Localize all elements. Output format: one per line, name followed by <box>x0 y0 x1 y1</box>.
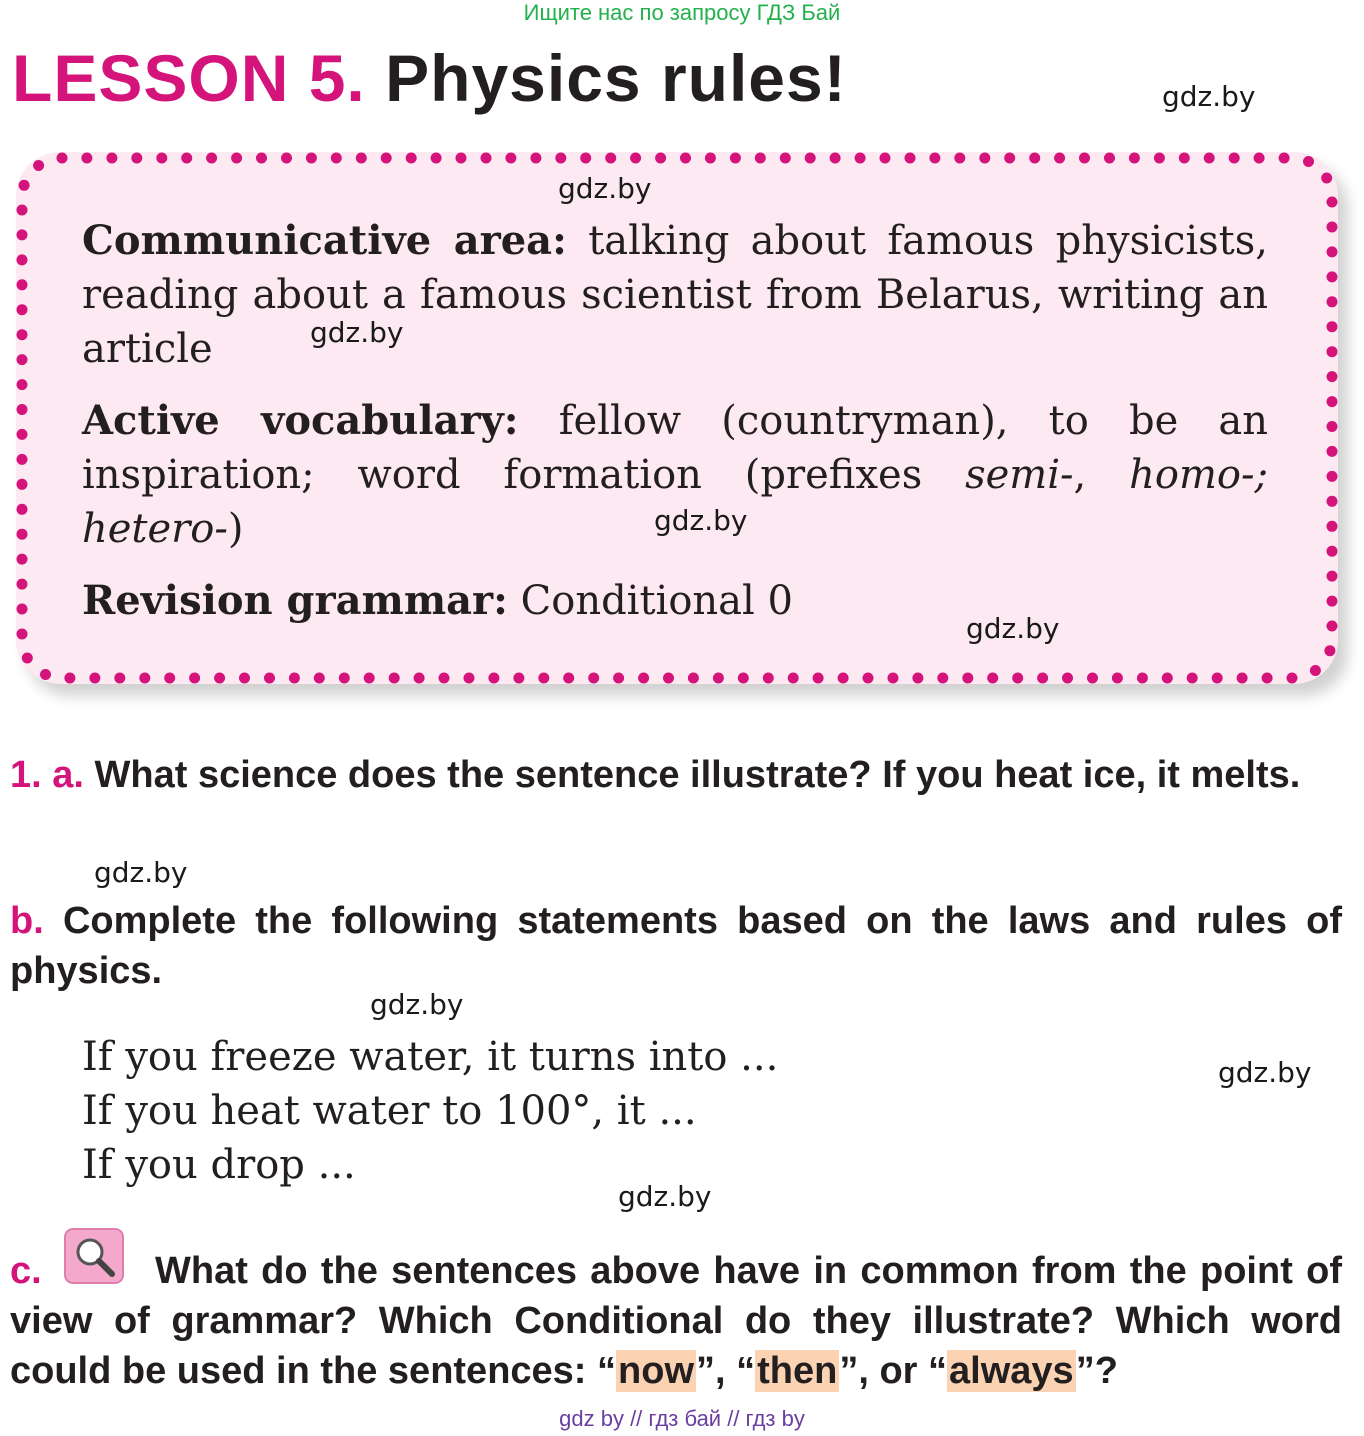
border-dot <box>1310 665 1321 676</box>
border-dot <box>954 153 965 164</box>
border-dot <box>281 153 292 164</box>
border-dot <box>1187 673 1198 684</box>
border-dot <box>306 153 317 164</box>
border-dot <box>937 673 948 684</box>
statement-2: If you heat water to 100°, it ... <box>82 1088 697 1134</box>
border-dot <box>705 153 716 164</box>
border-dot <box>1212 673 1223 684</box>
border-dot <box>57 153 68 164</box>
border-dot <box>563 673 574 684</box>
border-dot <box>580 153 591 164</box>
border-dot <box>855 153 866 164</box>
border-dot <box>89 673 100 684</box>
communicative-text: talking about famous physicists, reading about a famous scientist from Belarus, writing an article <box>82 218 1269 372</box>
border-dot <box>1037 673 1048 684</box>
border-dot <box>17 479 28 490</box>
vocab-hetero: hetero- <box>82 506 228 552</box>
border-dot <box>1054 153 1065 164</box>
search-banner: Ищите нас по запросу ГДЗ Бай <box>523 0 841 25</box>
border-dot <box>17 429 28 440</box>
task-1c <box>10 1246 1342 1396</box>
border-dot <box>381 153 392 164</box>
border-dot <box>780 153 791 164</box>
border-dot <box>912 673 923 684</box>
lesson-title <box>12 40 847 116</box>
border-dot <box>505 153 516 164</box>
vocab-label: Active vocabulary: <box>82 397 519 444</box>
border-dot <box>19 180 30 191</box>
sep-2: ”, or “ <box>839 1350 948 1392</box>
border-dot <box>256 153 267 164</box>
border-dot <box>33 160 44 171</box>
border-dot <box>805 153 816 164</box>
border-dot <box>630 153 641 164</box>
border-dot <box>962 673 973 684</box>
border-dot <box>464 673 475 684</box>
border-dot <box>17 254 28 265</box>
border-dot <box>1287 673 1298 684</box>
task-1b-text: Complete the following statements based on the laws and rules of physics. <box>10 900 1342 992</box>
vocab-text: fellow (countryman), to be an inspiration; word formation (prefixes <box>82 398 1268 498</box>
border-dot <box>1029 153 1040 164</box>
grammar-label: Revision grammar: <box>82 577 508 624</box>
border-dot <box>1327 296 1338 307</box>
border-dot <box>17 454 28 465</box>
border-dot <box>17 579 28 590</box>
border-dot <box>730 153 741 164</box>
communicative-area <box>82 214 1268 376</box>
watermark: gdz.by <box>310 316 404 349</box>
border-dot <box>1004 153 1015 164</box>
border-dot <box>431 153 442 164</box>
border-dot <box>813 673 824 684</box>
border-dot <box>1327 521 1338 532</box>
border-dot <box>1321 173 1332 184</box>
border-dot <box>838 673 849 684</box>
border-dot <box>264 673 275 684</box>
border-dot <box>17 529 28 540</box>
border-dot <box>1079 153 1090 164</box>
border-dot <box>1254 153 1265 164</box>
border-dot <box>538 673 549 684</box>
communicative-label: Communicative area: <box>82 217 567 264</box>
border-dot <box>830 153 841 164</box>
border-dot <box>1262 673 1273 684</box>
border-dot <box>1303 156 1314 167</box>
border-dot <box>439 673 450 684</box>
task-1c-label: c. <box>10 1250 42 1292</box>
border-dot <box>655 153 666 164</box>
border-dot <box>1237 673 1248 684</box>
border-dot <box>40 669 51 680</box>
border-dot <box>1327 471 1338 482</box>
watermark: gdz.by <box>370 988 464 1021</box>
border-dot <box>755 153 766 164</box>
border-dot <box>17 604 28 615</box>
border-dot <box>513 673 524 684</box>
border-dot <box>456 153 467 164</box>
border-dot <box>1327 396 1338 407</box>
border-dot <box>206 153 217 164</box>
border-dot <box>181 153 192 164</box>
border-dot <box>738 673 749 684</box>
border-dot <box>905 153 916 164</box>
vocab-homo: homo-; <box>1129 452 1268 498</box>
task-1b-label: b. <box>10 900 44 942</box>
task-1c-end: ”? <box>1075 1350 1118 1392</box>
border-dot <box>1327 346 1338 357</box>
border-dot <box>406 153 417 164</box>
border-dot <box>131 153 142 164</box>
border-dot <box>1327 571 1338 582</box>
border-dot <box>1327 222 1338 233</box>
border-dot <box>314 673 325 684</box>
border-dot <box>1327 621 1338 632</box>
border-dot <box>1204 153 1215 164</box>
border-dot <box>1137 673 1148 684</box>
watermark: gdz.by <box>966 612 1060 645</box>
border-dot <box>979 153 990 164</box>
watermark: gdz.by <box>618 1180 712 1213</box>
border-dot <box>488 673 499 684</box>
border-dot <box>1012 673 1023 684</box>
border-dot <box>414 673 425 684</box>
statement-3: If you drop ... <box>82 1142 356 1188</box>
border-dot <box>1104 153 1115 164</box>
border-dot <box>1327 197 1338 208</box>
border-dot <box>106 153 117 164</box>
border-dot <box>231 153 242 164</box>
border-dot <box>331 153 342 164</box>
word-now: now <box>618 1350 694 1392</box>
watermark: gdz.by <box>94 856 188 889</box>
border-dot <box>17 404 28 415</box>
border-dot <box>530 153 541 164</box>
border-dot <box>17 504 28 515</box>
border-dot <box>17 554 28 565</box>
footer-links: gdz by // гдз бай // гдз by <box>559 1406 805 1431</box>
lesson-name: Physics rules! <box>385 41 847 115</box>
border-dot <box>1154 153 1165 164</box>
border-dot <box>588 673 599 684</box>
border-dot <box>239 673 250 684</box>
border-dot <box>788 673 799 684</box>
sep-1: ”, “ <box>696 1350 756 1392</box>
border-dot <box>1179 153 1190 164</box>
vocab-semi: semi- <box>965 452 1074 498</box>
border-dot <box>481 153 492 164</box>
word-then: then <box>757 1350 838 1392</box>
word-always: always <box>949 1350 1074 1392</box>
border-dot <box>17 205 28 216</box>
border-dot <box>863 673 874 684</box>
border-dot <box>22 653 33 664</box>
border-dot <box>17 354 28 365</box>
border-dot <box>339 673 350 684</box>
border-dot <box>1112 673 1123 684</box>
lesson-number: LESSON 5. <box>12 41 366 115</box>
watermark: gdz.by <box>1218 1056 1312 1089</box>
border-dot <box>139 673 150 684</box>
vocab-close: ) <box>227 506 244 552</box>
border-dot <box>1087 673 1098 684</box>
border-dot <box>663 673 674 684</box>
border-dot <box>189 673 200 684</box>
watermark: gdz.by <box>1162 80 1256 113</box>
border-dot <box>987 673 998 684</box>
task-1c-text: What do the sentences above have in common from the point of view of grammar? Which Conditional do they illustrate? Which word could be used in the sentences: “ <box>10 1250 1343 1392</box>
border-dot <box>1279 153 1290 164</box>
border-dot <box>17 379 28 390</box>
border-dot <box>1324 645 1335 656</box>
border-dot <box>929 153 940 164</box>
watermark: gdz.by <box>558 172 652 205</box>
border-dot <box>1229 153 1240 164</box>
border-dot <box>364 673 375 684</box>
border-dot <box>638 673 649 684</box>
border-dot <box>17 329 28 340</box>
border-dot <box>1327 596 1338 607</box>
border-dot <box>164 673 175 684</box>
border-dot <box>214 673 225 684</box>
border-dot <box>688 673 699 684</box>
border-dot <box>81 153 92 164</box>
task-1b <box>10 896 1342 996</box>
border-dot <box>356 153 367 164</box>
border-dot <box>17 229 28 240</box>
border-dot <box>64 673 75 684</box>
border-dot <box>1327 271 1338 282</box>
revision-grammar <box>82 574 1268 628</box>
active-vocabulary: Active vocabulary: fellow (countryman), to be an inspiration; word formation (prefixes semi-, homo-; hetero-) <box>82 397 1268 552</box>
border-dot <box>1062 673 1073 684</box>
border-dot <box>389 673 400 684</box>
border-dot <box>605 153 616 164</box>
border-dot <box>1327 371 1338 382</box>
border-dot <box>1327 496 1338 507</box>
task-1a-label: 1. a. <box>10 754 84 796</box>
border-dot <box>17 629 28 640</box>
border-dot <box>888 673 899 684</box>
border-dot <box>763 673 774 684</box>
watermark: gdz.by <box>654 504 748 537</box>
border-dot <box>713 673 724 684</box>
statement-1: If you freeze water, it turns into ... <box>82 1034 779 1080</box>
border-dot <box>17 304 28 315</box>
border-dot <box>156 153 167 164</box>
border-dot <box>880 153 891 164</box>
border-dot <box>1327 446 1338 457</box>
border-dot <box>1162 673 1173 684</box>
border-dot <box>1327 546 1338 557</box>
border-dot <box>114 673 125 684</box>
border-dot <box>1327 421 1338 432</box>
border-dot <box>555 153 566 164</box>
border-dot <box>1327 321 1338 332</box>
task-1a <box>10 750 1342 800</box>
border-dot <box>17 279 28 290</box>
border-dot <box>289 673 300 684</box>
border-dot <box>1327 246 1338 257</box>
border-dot <box>680 153 691 164</box>
task-1a-text: What science does the sentence illustrate? If you heat ice, it melts. <box>94 754 1301 796</box>
grammar-text: Conditional 0 <box>520 578 793 624</box>
border-dot <box>613 673 624 684</box>
border-dot <box>1129 153 1140 164</box>
